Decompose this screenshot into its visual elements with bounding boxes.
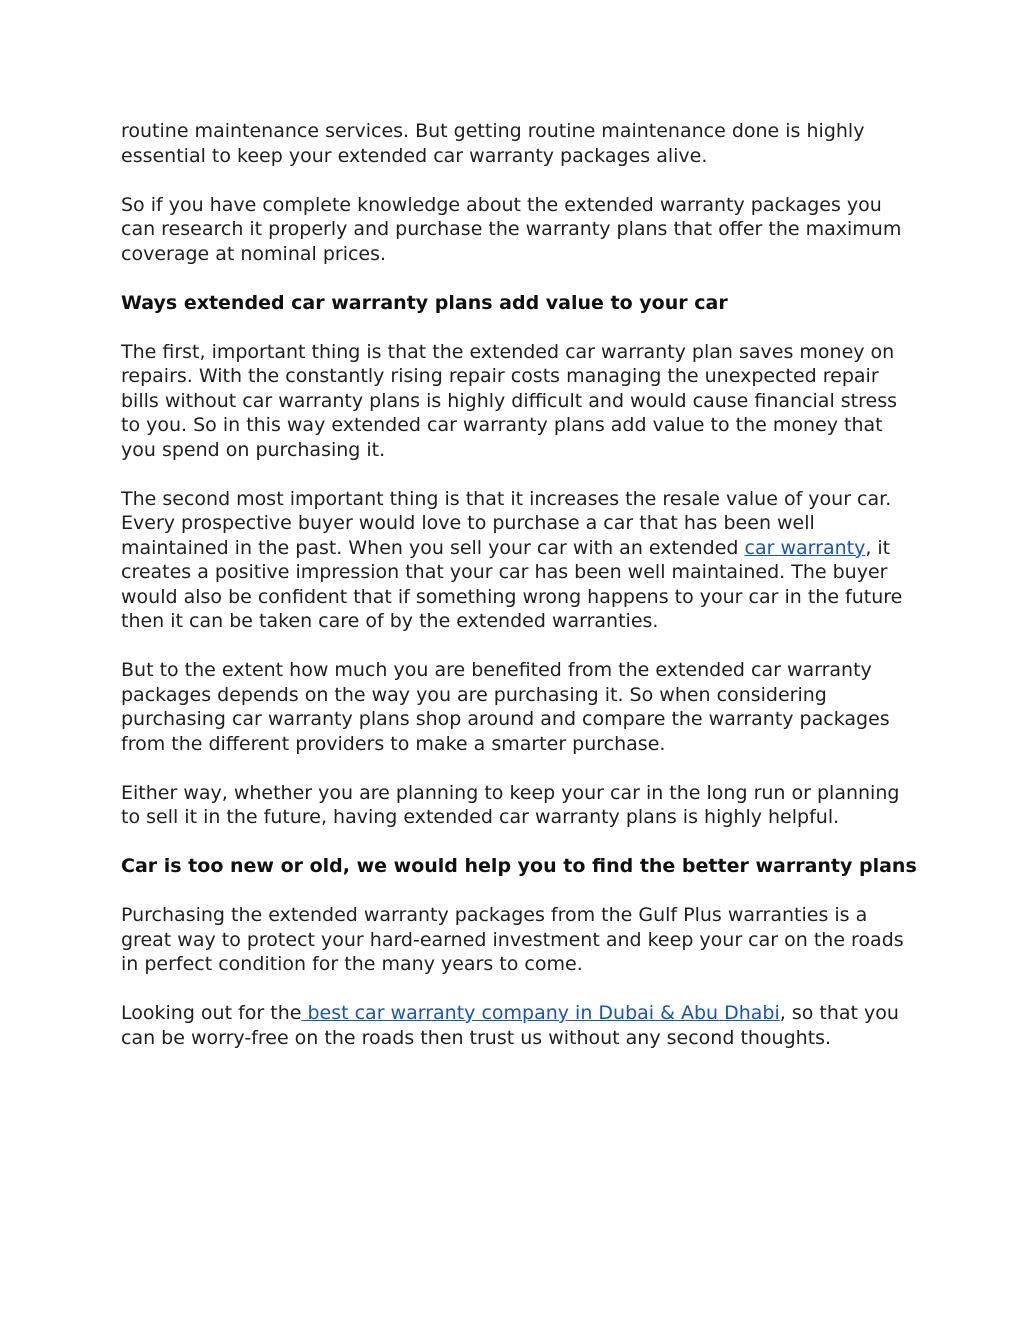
- paragraph-benefit-extent: But to the extent how much you are benefited from the extended car warranty packages depends on the way you are purchasing it. So when considering purchasing car warranty plans shop around and compare the warranty packages from the different providers to make a smarter purchase.: [121, 659, 890, 755]
- paragraph-looking-out: [121, 1001, 921, 1050]
- best-car-warranty-company-link[interactable]: best car warranty company in Dubai & Abu Dhabi: [301, 1002, 780, 1024]
- heading-ways-add-value: Ways extended car warranty plans add value to your car: [121, 291, 728, 314]
- resale-text-after: , it creates a positive impression that your car has been well maintained. The buyer would also be confident that if something wrong happens to your car in the future then it can be taken care of by the extended warranties.: [121, 536, 903, 632]
- looking-text-after: , so that you can be worry-free on the roads then trust us without any second thoughts.: [121, 1002, 899, 1049]
- paragraph-gulf-plus: Purchasing the extended warranty packages from the Gulf Plus warranties is a great way to protect your hard-earned investment and keep your car on the roads in perfect condition for the many years to come.: [121, 904, 904, 975]
- paragraph-knowledge: So if you have complete knowledge about the extended warranty packages you can research it properly and purchase the warranty plans that offer the maximum coverage at nominal prices.: [121, 193, 902, 265]
- paragraph-either-way: Either way, whether you are planning to keep your car in the long run or planning to sell it in the future, having extended car warranty plans is highly helpful.: [121, 781, 900, 828]
- heading-too-new-or-old: Car is too new or old, we would help you to find the better warranty plans: [121, 855, 917, 877]
- document-page: [121, 119, 921, 1075]
- resale-text-before: The second most important thing is that it increases the resale value of your car. Every prospective buyer would love to purchase a car that has been well maintained in the past. When you sell your car with an extended: [121, 487, 892, 559]
- paragraph-resale-value: [121, 487, 921, 634]
- paragraph-saves-money: The first, important thing is that the extended car warranty plan saves money on repairs. With the constantly rising repair costs managing the unexpected repair bills without car warranty plans is highly difficult and would cause financial stress to you. So in this way extended car warranty plans add value to the money that you spend on purchasing it.: [121, 340, 898, 461]
- looking-text-before: Looking out for the: [121, 1002, 302, 1024]
- car-warranty-link[interactable]: car warranty: [744, 536, 866, 559]
- paragraph-maintenance: routine maintenance services. But getting routine maintenance done is highly essential to keep your extended car warranty packages alive.: [121, 120, 865, 167]
